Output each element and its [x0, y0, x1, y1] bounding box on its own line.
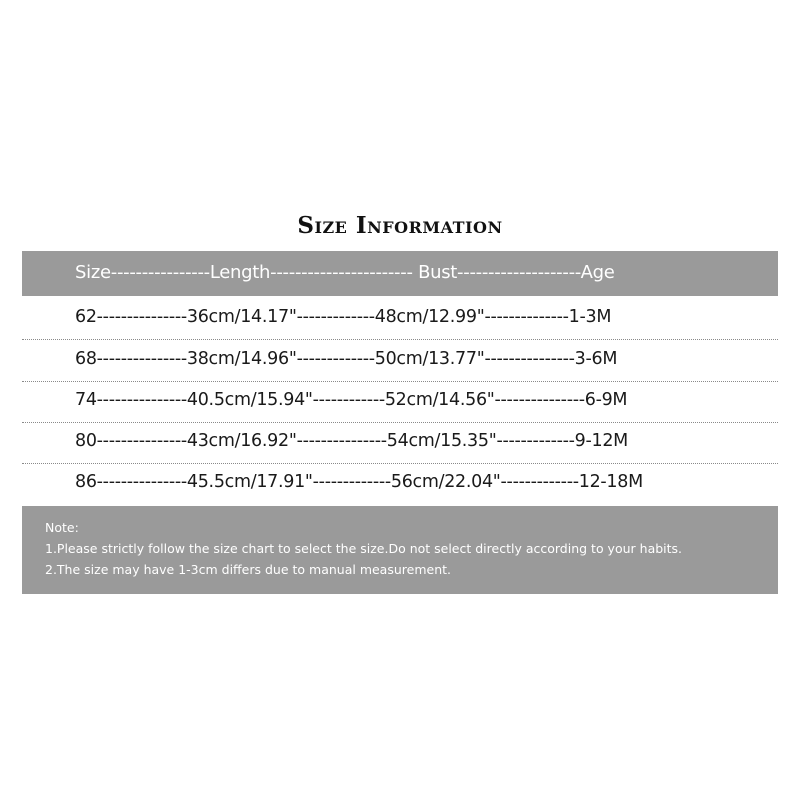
table-row [22, 298, 778, 340]
table-row [22, 463, 778, 505]
row-text: 62---------------36cm/14.17"-------------48cm/12.99"--------------1-3M [75, 307, 612, 327]
header-columns-label: Size----------------Length----------------------- Bust--------------------Age [75, 262, 615, 283]
note-line-1: 1.Please strictly follow the size chart to select the size.Do not select directly according to your habits. [45, 541, 683, 556]
note-heading: Note: [45, 520, 79, 535]
row-text: 86---------------45.5cm/17.91"-------------56cm/22.04"-------------12-18M [75, 472, 643, 492]
size-table-header [22, 251, 778, 296]
note-line-2: 2.The size may have 1-3cm differs due to manual measurement. [45, 562, 451, 577]
table-row [22, 340, 778, 382]
table-row [22, 381, 778, 423]
row-text: 74---------------40.5cm/15.94"------------52cm/14.56"---------------6-9M [75, 390, 628, 410]
row-text: 68---------------38cm/14.96"-------------50cm/13.77"---------------3-6M [75, 349, 618, 369]
table-row [22, 422, 778, 464]
row-text: 80---------------43cm/16.92"---------------54cm/15.35"-------------9-12M [75, 431, 628, 451]
page-title: Size Information [297, 212, 503, 239]
note-box [22, 506, 778, 594]
